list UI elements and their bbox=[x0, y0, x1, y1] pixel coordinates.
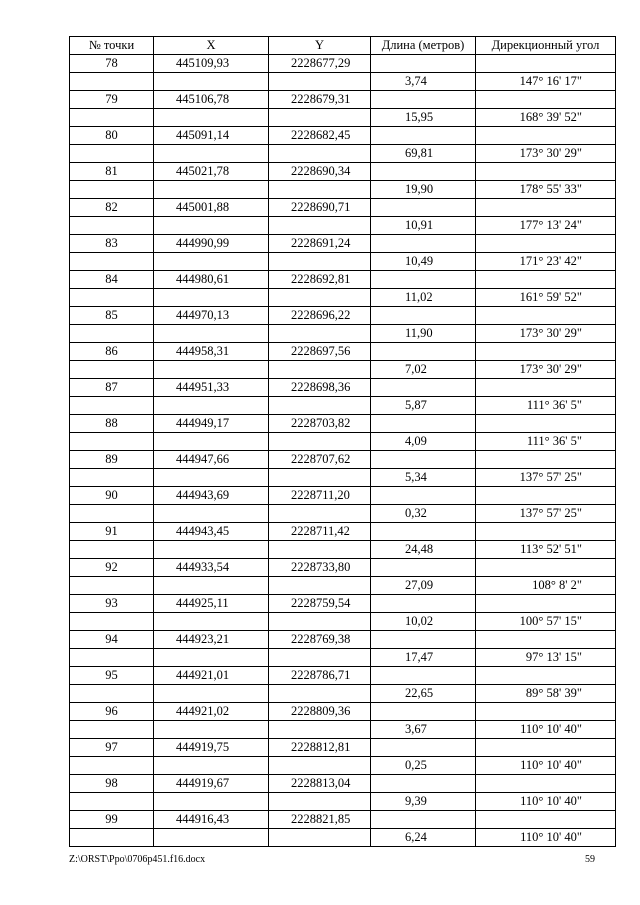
cell-length bbox=[371, 55, 476, 73]
cell-x bbox=[154, 325, 269, 343]
cell-direction-angle bbox=[476, 775, 616, 793]
cell-point-number bbox=[70, 217, 154, 235]
table-row bbox=[70, 379, 616, 397]
table-row bbox=[70, 73, 616, 91]
cell-point-number bbox=[70, 757, 154, 775]
footer-file-path: Z:\ORST\Ppo\0706p451.f16.docx bbox=[69, 854, 206, 865]
cell-length: 11,02 bbox=[371, 289, 476, 307]
cell-y: 2228690,34 bbox=[269, 163, 371, 181]
cell-point-number bbox=[70, 469, 154, 487]
cell-y: 2228711,42 bbox=[269, 523, 371, 541]
cell-point-number: 90 bbox=[70, 487, 154, 505]
cell-x: 445091,14 bbox=[154, 127, 269, 145]
cell-y bbox=[269, 253, 371, 271]
table-row bbox=[70, 631, 616, 649]
cell-x: 445001,88 bbox=[154, 199, 269, 217]
cell-x bbox=[154, 289, 269, 307]
cell-direction-angle bbox=[476, 811, 616, 829]
cell-direction-angle bbox=[476, 739, 616, 757]
table-row bbox=[70, 541, 616, 559]
cell-x bbox=[154, 253, 269, 271]
cell-direction-angle bbox=[476, 595, 616, 613]
header-x: X bbox=[154, 37, 269, 55]
cell-x: 444933,54 bbox=[154, 559, 269, 577]
header-point-number: № точки bbox=[70, 37, 154, 55]
cell-point-number bbox=[70, 505, 154, 523]
cell-length: 3,74 bbox=[371, 73, 476, 91]
cell-point-number: 99 bbox=[70, 811, 154, 829]
header-direction-angle: Дирекционный угол bbox=[476, 37, 616, 55]
table-row bbox=[70, 127, 616, 145]
table-row bbox=[70, 271, 616, 289]
cell-point-number bbox=[70, 181, 154, 199]
cell-length: 6,24 bbox=[371, 829, 476, 847]
table-row bbox=[70, 181, 616, 199]
cell-x bbox=[154, 217, 269, 235]
cell-y bbox=[269, 829, 371, 847]
cell-y bbox=[269, 289, 371, 307]
table-row bbox=[70, 793, 616, 811]
table-row bbox=[70, 811, 616, 829]
cell-x bbox=[154, 433, 269, 451]
cell-point-number: 82 bbox=[70, 199, 154, 217]
cell-direction-angle bbox=[476, 379, 616, 397]
table-row bbox=[70, 307, 616, 325]
table-row bbox=[70, 469, 616, 487]
cell-y: 2228692,81 bbox=[269, 271, 371, 289]
cell-x: 444921,02 bbox=[154, 703, 269, 721]
cell-y bbox=[269, 757, 371, 775]
cell-y bbox=[269, 361, 371, 379]
table-row bbox=[70, 433, 616, 451]
table-row bbox=[70, 325, 616, 343]
cell-point-number: 97 bbox=[70, 739, 154, 757]
table-row bbox=[70, 757, 616, 775]
table-row bbox=[70, 739, 616, 757]
cell-direction-angle: 137° 57' 25" bbox=[476, 469, 616, 487]
cell-direction-angle: 111° 36' 5" bbox=[476, 433, 616, 451]
cell-direction-angle: 111° 36' 5" bbox=[476, 397, 616, 415]
cell-y bbox=[269, 145, 371, 163]
cell-point-number bbox=[70, 289, 154, 307]
cell-y: 2228812,81 bbox=[269, 739, 371, 757]
cell-point-number bbox=[70, 685, 154, 703]
cell-length: 7,02 bbox=[371, 361, 476, 379]
cell-x bbox=[154, 649, 269, 667]
cell-direction-angle bbox=[476, 415, 616, 433]
cell-direction-angle: 173° 30' 29" bbox=[476, 361, 616, 379]
cell-direction-angle bbox=[476, 235, 616, 253]
cell-direction-angle: 171° 23' 42" bbox=[476, 253, 616, 271]
table-row bbox=[70, 217, 616, 235]
table-row bbox=[70, 523, 616, 541]
header-y: Y bbox=[269, 37, 371, 55]
table-row bbox=[70, 361, 616, 379]
cell-point-number bbox=[70, 397, 154, 415]
cell-x: 444919,75 bbox=[154, 739, 269, 757]
cell-direction-angle bbox=[476, 163, 616, 181]
cell-direction-angle bbox=[476, 307, 616, 325]
cell-length: 27,09 bbox=[371, 577, 476, 595]
cell-y: 2228813,04 bbox=[269, 775, 371, 793]
cell-x bbox=[154, 361, 269, 379]
cell-y: 2228690,71 bbox=[269, 199, 371, 217]
cell-y: 2228691,24 bbox=[269, 235, 371, 253]
table-row bbox=[70, 235, 616, 253]
cell-y bbox=[269, 721, 371, 739]
cell-y bbox=[269, 217, 371, 235]
cell-direction-angle: 100° 57' 15" bbox=[476, 613, 616, 631]
cell-point-number bbox=[70, 433, 154, 451]
cell-length: 10,02 bbox=[371, 613, 476, 631]
cell-y bbox=[269, 73, 371, 91]
table-row bbox=[70, 595, 616, 613]
cell-y: 2228733,80 bbox=[269, 559, 371, 577]
cell-x: 444990,99 bbox=[154, 235, 269, 253]
cell-direction-angle: 110° 10' 40" bbox=[476, 721, 616, 739]
cell-direction-angle bbox=[476, 559, 616, 577]
cell-y: 2228759,54 bbox=[269, 595, 371, 613]
cell-point-number: 83 bbox=[70, 235, 154, 253]
cell-y bbox=[269, 397, 371, 415]
table-row bbox=[70, 109, 616, 127]
cell-y: 2228703,82 bbox=[269, 415, 371, 433]
cell-point-number bbox=[70, 73, 154, 91]
cell-y bbox=[269, 577, 371, 595]
cell-direction-angle bbox=[476, 451, 616, 469]
cell-y: 2228707,62 bbox=[269, 451, 371, 469]
table-row bbox=[70, 487, 616, 505]
cell-length: 15,95 bbox=[371, 109, 476, 127]
cell-direction-angle bbox=[476, 343, 616, 361]
cell-direction-angle: 168° 39' 52" bbox=[476, 109, 616, 127]
cell-x: 444925,11 bbox=[154, 595, 269, 613]
footer-page-number: 59 bbox=[585, 854, 595, 865]
cell-direction-angle: 161° 59' 52" bbox=[476, 289, 616, 307]
cell-point-number bbox=[70, 613, 154, 631]
table-row bbox=[70, 775, 616, 793]
cell-length bbox=[371, 271, 476, 289]
cell-length bbox=[371, 775, 476, 793]
cell-x bbox=[154, 829, 269, 847]
table-row bbox=[70, 613, 616, 631]
cell-point-number: 80 bbox=[70, 127, 154, 145]
table-row bbox=[70, 397, 616, 415]
cell-point-number bbox=[70, 541, 154, 559]
cell-length: 19,90 bbox=[371, 181, 476, 199]
coordinates-table bbox=[69, 36, 616, 847]
cell-length: 10,49 bbox=[371, 253, 476, 271]
cell-length bbox=[371, 163, 476, 181]
cell-length bbox=[371, 703, 476, 721]
cell-direction-angle bbox=[476, 199, 616, 217]
cell-length bbox=[371, 523, 476, 541]
cell-length: 0,25 bbox=[371, 757, 476, 775]
table-row bbox=[70, 199, 616, 217]
cell-x: 444980,61 bbox=[154, 271, 269, 289]
cell-x: 444943,45 bbox=[154, 523, 269, 541]
cell-x bbox=[154, 145, 269, 163]
cell-point-number: 88 bbox=[70, 415, 154, 433]
cell-point-number: 93 bbox=[70, 595, 154, 613]
cell-y bbox=[269, 109, 371, 127]
cell-direction-angle: 173° 30' 29" bbox=[476, 145, 616, 163]
cell-y bbox=[269, 505, 371, 523]
cell-x: 444947,66 bbox=[154, 451, 269, 469]
cell-y bbox=[269, 181, 371, 199]
cell-length: 11,90 bbox=[371, 325, 476, 343]
cell-y: 2228696,22 bbox=[269, 307, 371, 325]
cell-x: 444943,69 bbox=[154, 487, 269, 505]
cell-direction-angle: 110° 10' 40" bbox=[476, 829, 616, 847]
cell-direction-angle: 137° 57' 25" bbox=[476, 505, 616, 523]
table-row bbox=[70, 451, 616, 469]
cell-x: 444958,31 bbox=[154, 343, 269, 361]
cell-y: 2228821,85 bbox=[269, 811, 371, 829]
table-row bbox=[70, 91, 616, 109]
cell-length bbox=[371, 451, 476, 469]
cell-x bbox=[154, 541, 269, 559]
cell-y: 2228677,29 bbox=[269, 55, 371, 73]
cell-x: 444916,43 bbox=[154, 811, 269, 829]
cell-y bbox=[269, 433, 371, 451]
cell-length bbox=[371, 487, 476, 505]
cell-direction-angle: 147° 16' 17" bbox=[476, 73, 616, 91]
cell-point-number bbox=[70, 721, 154, 739]
table-row bbox=[70, 55, 616, 73]
cell-point-number bbox=[70, 253, 154, 271]
cell-direction-angle bbox=[476, 703, 616, 721]
cell-point-number bbox=[70, 577, 154, 595]
cell-point-number bbox=[70, 361, 154, 379]
cell-x bbox=[154, 721, 269, 739]
table-row bbox=[70, 505, 616, 523]
cell-y: 2228809,36 bbox=[269, 703, 371, 721]
cell-point-number: 85 bbox=[70, 307, 154, 325]
cell-direction-angle: 178° 55' 33" bbox=[476, 181, 616, 199]
cell-x: 444923,21 bbox=[154, 631, 269, 649]
table-row bbox=[70, 721, 616, 739]
cell-y bbox=[269, 325, 371, 343]
header-length: Длина (метров) bbox=[371, 37, 476, 55]
cell-direction-angle: 89° 58' 39" bbox=[476, 685, 616, 703]
cell-x: 444951,33 bbox=[154, 379, 269, 397]
cell-direction-angle: 113° 52' 51" bbox=[476, 541, 616, 559]
cell-direction-angle bbox=[476, 55, 616, 73]
cell-point-number: 78 bbox=[70, 55, 154, 73]
cell-point-number bbox=[70, 793, 154, 811]
cell-point-number: 89 bbox=[70, 451, 154, 469]
cell-y: 2228679,31 bbox=[269, 91, 371, 109]
cell-x bbox=[154, 181, 269, 199]
cell-point-number: 91 bbox=[70, 523, 154, 541]
table-row bbox=[70, 649, 616, 667]
cell-x: 445021,78 bbox=[154, 163, 269, 181]
cell-length bbox=[371, 379, 476, 397]
cell-length bbox=[371, 235, 476, 253]
cell-y bbox=[269, 685, 371, 703]
cell-length bbox=[371, 739, 476, 757]
cell-direction-angle bbox=[476, 271, 616, 289]
cell-point-number: 94 bbox=[70, 631, 154, 649]
table-row bbox=[70, 163, 616, 181]
cell-length: 22,65 bbox=[371, 685, 476, 703]
cell-y: 2228682,45 bbox=[269, 127, 371, 145]
cell-direction-angle bbox=[476, 523, 616, 541]
cell-y: 2228769,38 bbox=[269, 631, 371, 649]
table-row bbox=[70, 577, 616, 595]
cell-point-number: 92 bbox=[70, 559, 154, 577]
cell-point-number bbox=[70, 109, 154, 127]
cell-direction-angle: 110° 10' 40" bbox=[476, 757, 616, 775]
table-row bbox=[70, 703, 616, 721]
cell-x bbox=[154, 793, 269, 811]
cell-point-number: 87 bbox=[70, 379, 154, 397]
cell-y bbox=[269, 541, 371, 559]
cell-x bbox=[154, 397, 269, 415]
cell-y bbox=[269, 469, 371, 487]
cell-direction-angle bbox=[476, 91, 616, 109]
table-header-row bbox=[70, 37, 616, 55]
cell-length: 69,81 bbox=[371, 145, 476, 163]
cell-point-number bbox=[70, 325, 154, 343]
cell-direction-angle bbox=[476, 127, 616, 145]
cell-y: 2228711,20 bbox=[269, 487, 371, 505]
cell-point-number bbox=[70, 145, 154, 163]
cell-x bbox=[154, 109, 269, 127]
cell-length bbox=[371, 667, 476, 685]
cell-direction-angle: 173° 30' 29" bbox=[476, 325, 616, 343]
cell-x: 444921,01 bbox=[154, 667, 269, 685]
cell-direction-angle: 108° 8' 2" bbox=[476, 577, 616, 595]
cell-point-number bbox=[70, 829, 154, 847]
cell-direction-angle bbox=[476, 487, 616, 505]
cell-x: 444949,17 bbox=[154, 415, 269, 433]
table-row bbox=[70, 559, 616, 577]
cell-length: 5,34 bbox=[371, 469, 476, 487]
cell-direction-angle: 177° 13' 24" bbox=[476, 217, 616, 235]
cell-y bbox=[269, 613, 371, 631]
cell-point-number: 98 bbox=[70, 775, 154, 793]
cell-length: 3,67 bbox=[371, 721, 476, 739]
cell-x bbox=[154, 469, 269, 487]
cell-direction-angle: 110° 10' 40" bbox=[476, 793, 616, 811]
table-row bbox=[70, 289, 616, 307]
cell-length bbox=[371, 559, 476, 577]
cell-point-number: 95 bbox=[70, 667, 154, 685]
cell-direction-angle bbox=[476, 667, 616, 685]
table-row bbox=[70, 343, 616, 361]
cell-length bbox=[371, 199, 476, 217]
cell-length bbox=[371, 595, 476, 613]
cell-length: 9,39 bbox=[371, 793, 476, 811]
cell-x bbox=[154, 757, 269, 775]
cell-length bbox=[371, 307, 476, 325]
cell-x: 444970,13 bbox=[154, 307, 269, 325]
cell-length bbox=[371, 127, 476, 145]
cell-y: 2228698,36 bbox=[269, 379, 371, 397]
cell-length: 5,87 bbox=[371, 397, 476, 415]
cell-length bbox=[371, 343, 476, 361]
cell-y bbox=[269, 649, 371, 667]
cell-point-number: 81 bbox=[70, 163, 154, 181]
cell-x bbox=[154, 577, 269, 595]
cell-length: 24,48 bbox=[371, 541, 476, 559]
cell-x bbox=[154, 505, 269, 523]
table-row bbox=[70, 145, 616, 163]
table-row bbox=[70, 685, 616, 703]
cell-point-number: 96 bbox=[70, 703, 154, 721]
cell-x: 445106,78 bbox=[154, 91, 269, 109]
cell-length bbox=[371, 631, 476, 649]
cell-x: 444919,67 bbox=[154, 775, 269, 793]
cell-point-number: 79 bbox=[70, 91, 154, 109]
cell-x bbox=[154, 685, 269, 703]
table-row bbox=[70, 667, 616, 685]
cell-length: 0,32 bbox=[371, 505, 476, 523]
cell-length bbox=[371, 415, 476, 433]
cell-x bbox=[154, 613, 269, 631]
cell-x: 445109,93 bbox=[154, 55, 269, 73]
table-row bbox=[70, 829, 616, 847]
cell-point-number: 84 bbox=[70, 271, 154, 289]
table-row bbox=[70, 253, 616, 271]
cell-point-number: 86 bbox=[70, 343, 154, 361]
cell-length bbox=[371, 811, 476, 829]
cell-direction-angle: 97° 13' 15" bbox=[476, 649, 616, 667]
cell-length bbox=[371, 91, 476, 109]
cell-y bbox=[269, 793, 371, 811]
cell-direction-angle bbox=[476, 631, 616, 649]
cell-y: 2228697,56 bbox=[269, 343, 371, 361]
cell-length: 10,91 bbox=[371, 217, 476, 235]
cell-x bbox=[154, 73, 269, 91]
table-row bbox=[70, 415, 616, 433]
cell-length: 17,47 bbox=[371, 649, 476, 667]
cell-length: 4,09 bbox=[371, 433, 476, 451]
cell-point-number bbox=[70, 649, 154, 667]
cell-y: 2228786,71 bbox=[269, 667, 371, 685]
